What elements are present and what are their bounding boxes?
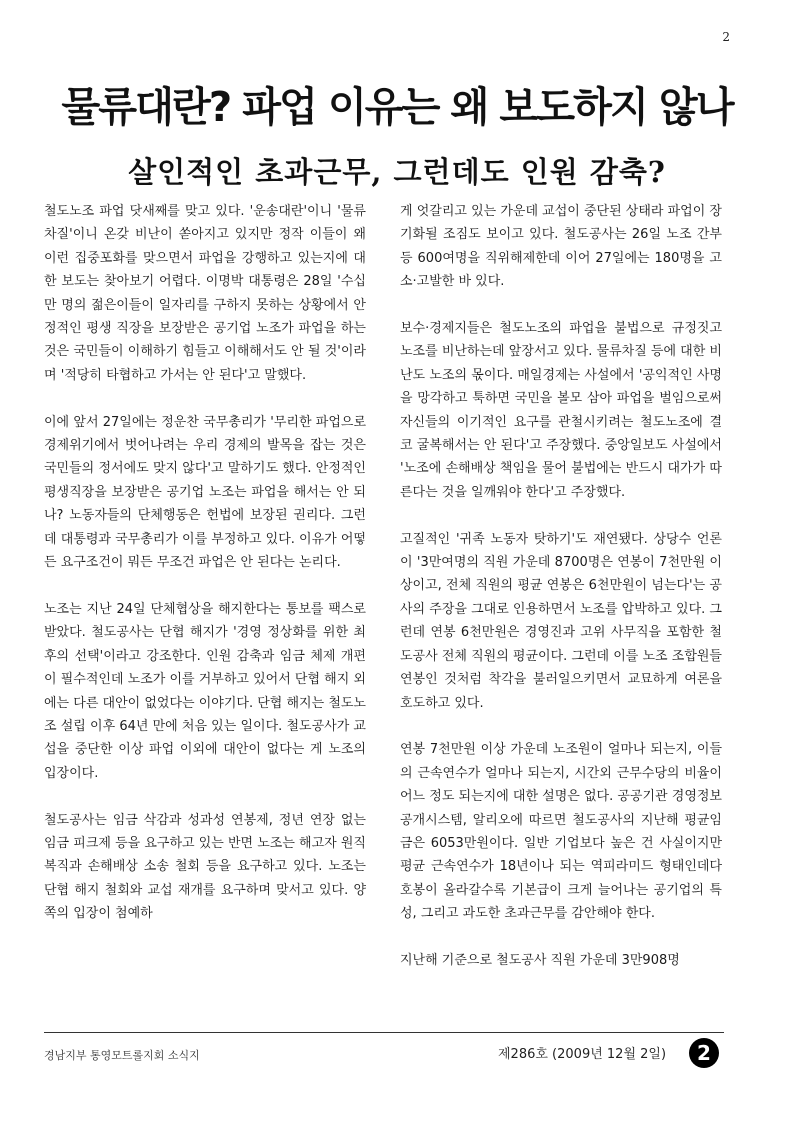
article-paragraph: 철도노조 파업 닷새째를 맞고 있다. '운송대란'이니 '물류차질'이니 온갖 비난이 쏟아지고 있지만 정작 이들이 왜 이런 집중포화를 맞으면서 파업을 강행하고 있는지에 대한 보도는 찾아보기 어렵다. 이명박 대통령은 28일 '수십만 명의 젊은이들이 일자리를 구하지 못하는 상황에서 안정적인 평생 직장을 보장받은 공기업 노조가 파업을 하는 것은 국민들이 이해하기 힘들고 이해해서도 안 될 것'이라며 '적당히 타협하고 가서는 안 된다'고 말했다.	[44, 204, 366, 383]
article-column-left	[44, 200, 366, 949]
article-paragraph: 이에 앞서 27일에는 정운찬 국무총리가 '무리한 파업으로 경제위기에서 벗어나려는 우리 경제의 발목을 잡는 것은 국민들의 정서에도 맞지 않다'고 말하기도 했다. 안정적인 평생직장을 보장받은 공기업 노조는 파업을 해서는 안 되나? 노동자들의 단체행동은 헌법에 보장된 권리다. 그런데 대통령과 국무총리가 이를 부정하고 있다. 이유가 어떻든 요구조건이 뭐든 무조건 파업은 안 된다는 논리다.	[44, 414, 366, 571]
article-paragraph: 노조는 지난 24일 단체협상을 해지한다는 통보를 팩스로 받았다. 철도공사는 단협 해지가 '경영 정상화를 위한 최후의 선택'이라고 강조한다. 인원 감축과 임금 체제 개편이 필수적인데 노조가 이를 거부하고 있어서 단협 해지 외에는 다른 대안이 없었다는 이야기다. 단협 해지는 철도노조 설립 이후 64년 만에 처음 있는 일이다. 철도공사가 교섭을 중단한 이상 파업 이외에 대안이 없다는 게 노조의 입장이다.	[44, 601, 366, 781]
page-number-badge: 2	[689, 1038, 719, 1068]
footer-divider	[44, 1032, 724, 1033]
article-paragraph: 철도공사는 임금 삭감과 성과성 연봉제, 정년 연장 없는 임금 피크제 등을 요구하고 있는 반면 노조는 해고자 원직 복직과 손해배상 소송 철회 등을 요구하고 있다. 노조는 단협 해지 철회와 교섭 재개를 요구하며 맞서고 있다. 양쪽의 입장이 첨예하	[44, 812, 366, 922]
footer-publisher: 경남지부 통영모트롤지회 소식지	[44, 1049, 200, 1062]
article-paragraph: 고질적인 '귀족 노동자 탓하기'도 재연됐다. 상당수 언론이 '3만여명의 직원 가운데 8700명은 연봉이 7천만원 이상이고, 전체 직원의 평균 연봉은 6천만원이 넘는다'는 공사의 주장을 그대로 인용하면서 노조를 압박하고 있다. 그런데 연봉 6천만원은 경영진과 고위 사무직을 포함한 철도공사 전체 직원의 평균이다. 그런데 이를 노조 조합원들 연봉인 것처럼 착각을 불러일으키면서 교묘하게 여론을 호도하고 있다.	[400, 531, 722, 711]
article-paragraph: 게 엇갈리고 있는 가운데 교섭이 중단된 상태라 파업이 장기화될 조짐도 보이고 있다. 철도공사는 26일 노조 간부 등 600여명을 직위해제한데 이어 27일에는 180명을 고소·고발한 바 있다.	[400, 204, 722, 290]
article-paragraph: 보수·경제지들은 철도노조의 파업을 불법으로 규정짓고 노조를 비난하는데 앞장서고 있다. 물류차질 등에 대한 비난도 노조의 몫이다. 매일경제는 사설에서 '공익적인 사명을 망각하고 툭하면 국민을 볼모 삼아 파업을 벌임으로써 자신들의 이기적인 요구를 관철시키려는 철도노조에 결코 굴복해서는 안 된다'고 주장했다. 중앙일보도 사설에서 '노조에 손해배상 책임을 물어 불법에는 반드시 대가가 따른다는 것을 일깨워야 한다'고 주장했다.	[400, 321, 722, 500]
article-paragraph: 지난해 기준으로 철도공사 직원 가운데 3만908명	[400, 952, 680, 968]
article-paragraph: 연봉 7천만원 이상 가운데 노조원이 얼마나 되는지, 이들의 근속연수가 얼마나 되는지, 시간외 근무수당의 비율이 어느 정도 되는지에 대한 설명은 없다. 공공기관 경영정보 공개시스템, 알리오에 따르면 철도공사의 지난해 평균임금은 6053만원이다. 일반 기업보다 높은 건 사실이지만 평균 근속연수가 18년이나 되는 역피라미드 형태인데다 호봉이 올라갈수록 기본급이 크게 늘어나는 공기업의 특성, 그리고 과도한 초과근무를 감안해야 한다.	[400, 742, 722, 922]
subheadline: 살인적인 초과근무, 그런데도 인원 감축?	[128, 155, 666, 189]
top-page-number: 2	[722, 30, 730, 44]
footer-issue: 제286호 (2009년 12월 2일)	[498, 1047, 667, 1062]
headline: 물류대란? 파업 이유는 왜 보도하지 않나	[61, 83, 733, 131]
article-column-right	[400, 200, 722, 996]
